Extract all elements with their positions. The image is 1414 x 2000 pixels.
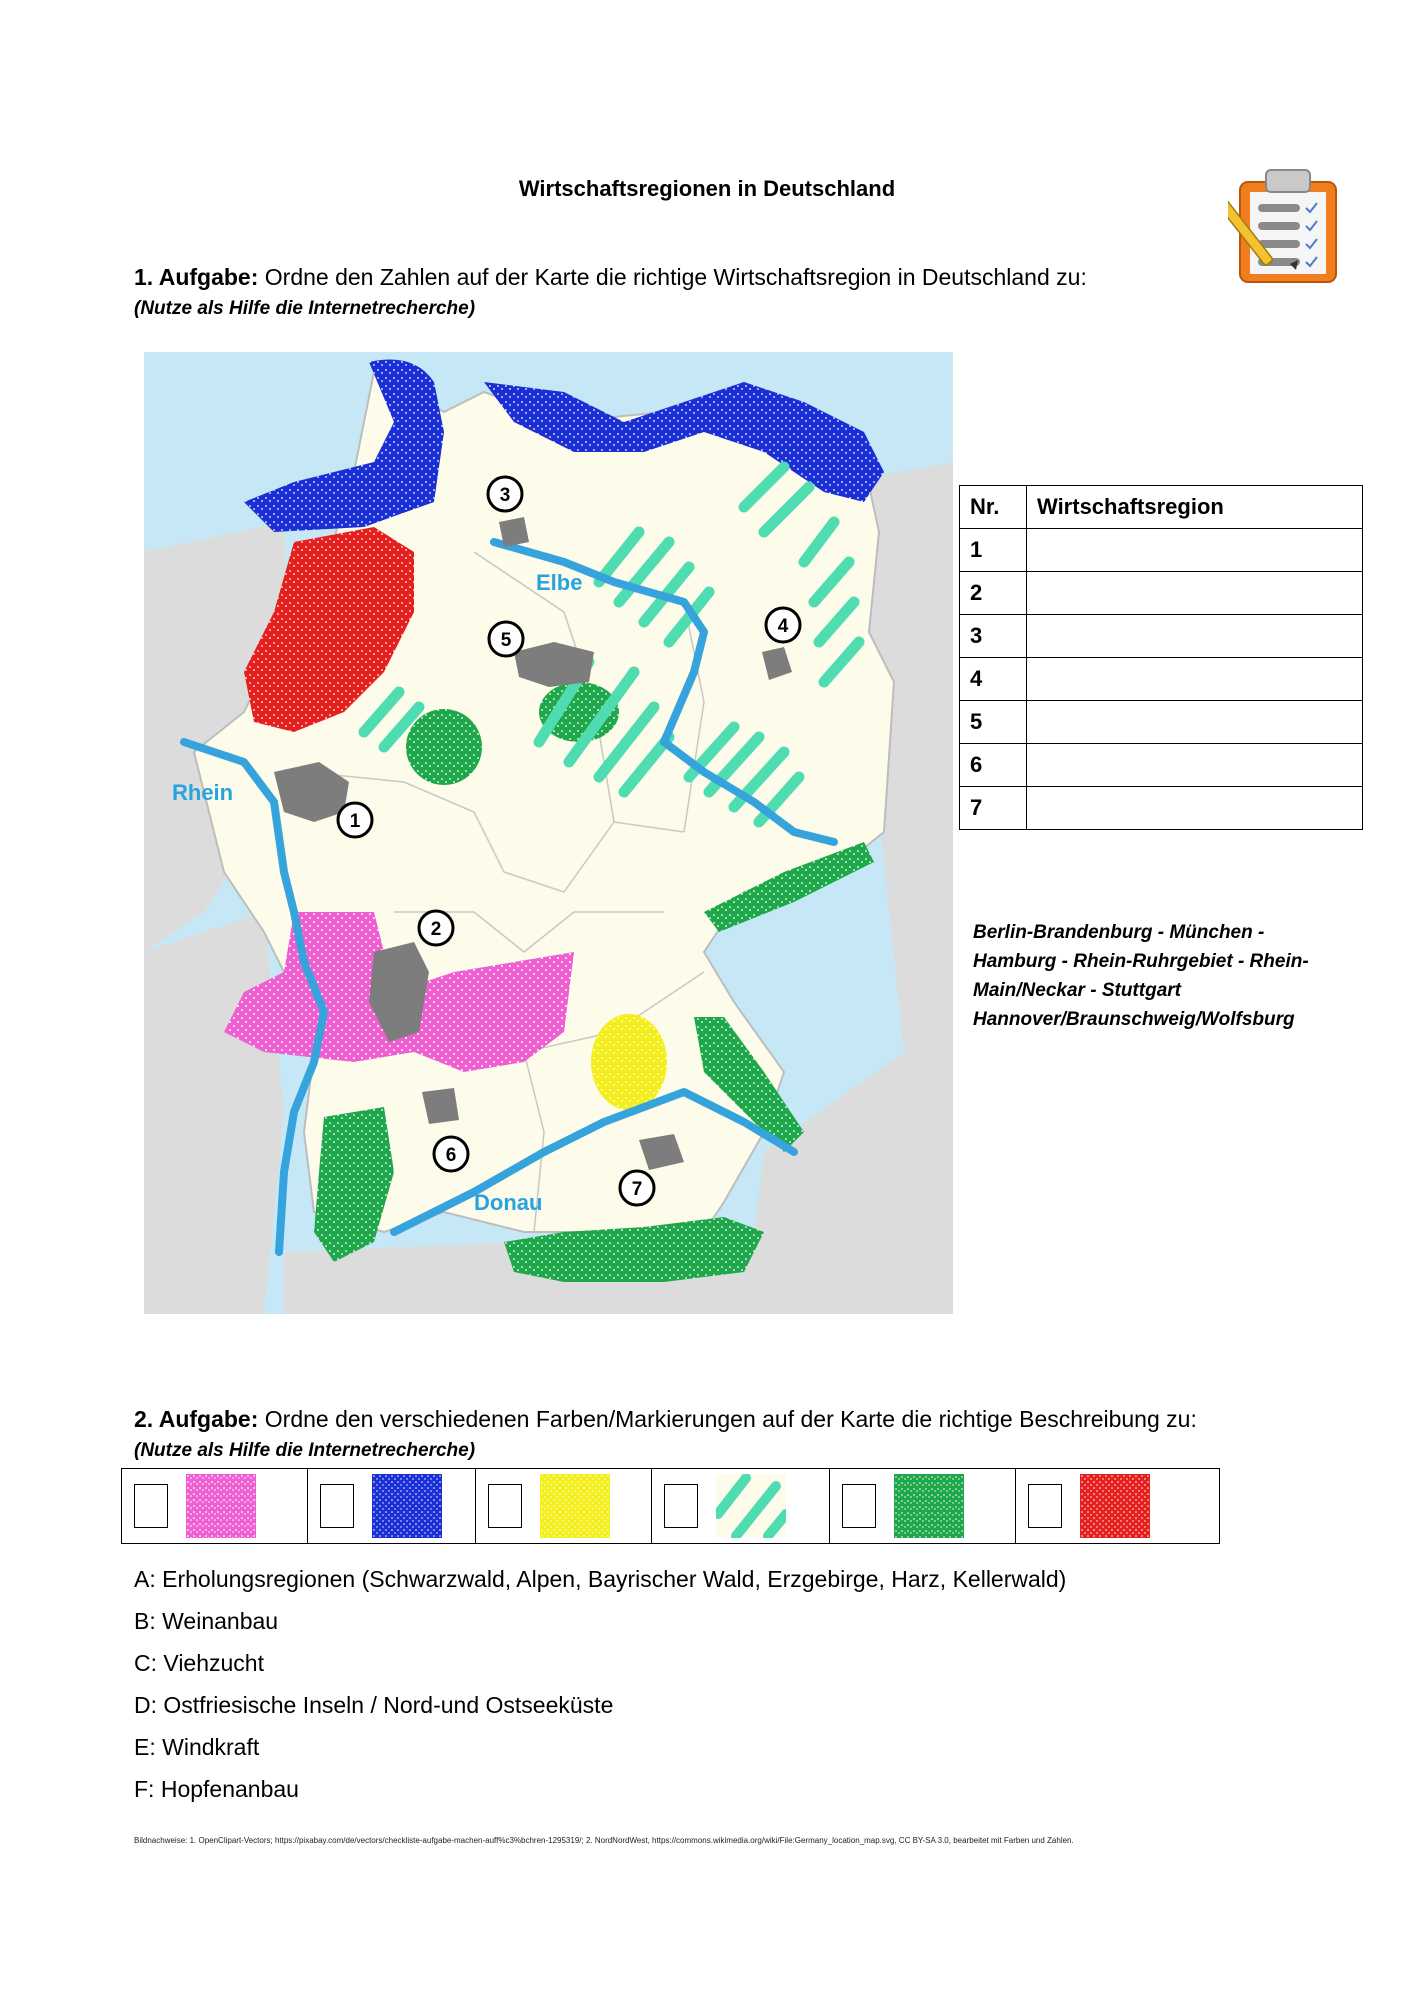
description-d: D: Ostfriesische Inseln / Nord-und Ostseeküste <box>134 1692 614 1718</box>
wordbank-line: Main/Neckar - Stuttgart <box>973 980 1181 1001</box>
blue-dots-swatch <box>372 1474 442 1538</box>
row-number: 5 <box>960 701 1027 744</box>
marker-2-label: 2 <box>430 919 442 940</box>
legend-cell-green <box>830 1469 1016 1543</box>
marker-1 <box>338 803 372 837</box>
label-rhein: Rhein <box>172 780 234 805</box>
yellow-region <box>591 1014 667 1110</box>
row-number: 7 <box>960 787 1027 830</box>
answer-box[interactable] <box>488 1484 522 1528</box>
clipboard-checklist-icon <box>1228 160 1348 288</box>
marker-4 <box>766 608 800 642</box>
answer-box[interactable] <box>842 1484 876 1528</box>
legend-cell-yellow <box>476 1469 652 1543</box>
label-elbe: Elbe <box>536 570 583 595</box>
marker-7-label: 7 <box>631 1179 643 1200</box>
table-row <box>960 529 1363 572</box>
marker-3 <box>488 477 522 511</box>
wordbank-line: Hannover/Braunschweig/Wolfsburg <box>973 1009 1295 1030</box>
germany-map <box>144 352 953 1314</box>
table-row <box>960 572 1363 615</box>
table-row <box>960 615 1363 658</box>
answer-box[interactable] <box>134 1484 168 1528</box>
answer-cell[interactable] <box>1027 529 1363 572</box>
answer-box[interactable] <box>1028 1484 1062 1528</box>
red-dots-swatch <box>1080 1474 1150 1538</box>
description-a: A: Erholungsregionen (Schwarzwald, Alpen, Bayrischer Wald, Erzgebirge, Harz, Kellerwald) <box>134 1566 1067 1592</box>
city-area-3 <box>499 517 529 547</box>
pink-dots-swatch <box>186 1474 256 1538</box>
table-row <box>960 658 1363 701</box>
wordbank-line: Berlin-Brandenburg - München - <box>973 922 1265 943</box>
region-word-bank <box>973 918 1373 1034</box>
row-number: 6 <box>960 744 1027 787</box>
turquoise-stripes-swatch <box>716 1474 786 1538</box>
label-donau: Donau <box>474 1190 543 1215</box>
marker-3-label: 3 <box>499 485 511 506</box>
header-wirtschaftsregion: Wirtschaftsregion <box>1027 486 1363 529</box>
description-e: E: Windkraft <box>134 1734 260 1760</box>
legend-cell-red <box>1016 1469 1219 1543</box>
description-c: C: Viehzucht <box>134 1650 264 1676</box>
table-row <box>960 744 1363 787</box>
legend-cell-turquoise <box>652 1469 830 1543</box>
row-number: 3 <box>960 615 1027 658</box>
description-b: B: Weinanbau <box>134 1608 279 1634</box>
legend-cell-blue <box>308 1469 476 1543</box>
marker-7 <box>620 1171 654 1205</box>
row-number: 2 <box>960 572 1027 615</box>
marker-1-label: 1 <box>349 811 361 832</box>
marker-5-label: 5 <box>500 630 512 651</box>
answer-box[interactable] <box>664 1484 698 1528</box>
table-header-row <box>960 486 1363 529</box>
task2-label: 2. Aufgabe: <box>134 1406 259 1432</box>
marker-5 <box>489 622 523 656</box>
green-dots-swatch <box>894 1474 964 1538</box>
task2-instruction <box>134 1406 1197 1433</box>
description-f: F: Hopfenanbau <box>134 1776 299 1802</box>
answer-cell[interactable] <box>1027 787 1363 830</box>
header-nr: Nr. <box>960 486 1027 529</box>
wordbank-line: Hamburg - Rhein-Ruhrgebiet - Rhein- <box>973 951 1309 972</box>
page-title: Wirtschaftsregionen in Deutschland <box>518 176 896 201</box>
table-row <box>960 787 1363 830</box>
task2-text: Ordne den verschiedenen Farben/Markierungen auf der Karte die richtige Beschreibung zu: <box>258 1406 1197 1432</box>
marker-6-label: 6 <box>445 1145 457 1166</box>
marker-6 <box>434 1137 468 1171</box>
row-number: 1 <box>960 529 1027 572</box>
green-region-kellerwald <box>406 709 482 785</box>
image-credits: Bildnachweise: 1. OpenClipart-Vectors; https://pixabay.com/de/vectors/checkliste-aufgabe-machen-auff%c3%bchren-1295319/; 2. NordNordWest, https://commons.wikimedia.org/wiki/File:Germany_location_map.svg, CC BY-SA 3.0, bearbeitet mit Farben und Zahlen. <box>134 1836 1074 1845</box>
legend-cell-pink <box>122 1469 308 1543</box>
task2-hint: (Nutze als Hilfe die Internetrecherche) <box>134 1440 476 1461</box>
marker-2 <box>419 911 453 945</box>
answer-box[interactable] <box>320 1484 354 1528</box>
marker-4-label: 4 <box>777 616 789 637</box>
answer-cell[interactable] <box>1027 744 1363 787</box>
region-table <box>959 485 1363 830</box>
task1-text: Ordne den Zahlen auf der Karte die richtige Wirtschaftsregion in Deutschland zu: <box>258 264 1087 290</box>
task1-label: 1. Aufgabe: <box>134 264 259 290</box>
answer-cell[interactable] <box>1027 658 1363 701</box>
answer-cell[interactable] <box>1027 701 1363 744</box>
answer-cell[interactable] <box>1027 572 1363 615</box>
table-row <box>960 701 1363 744</box>
legend-swatch-row <box>121 1468 1220 1544</box>
task1-instruction <box>134 264 1087 291</box>
task1-hint: (Nutze als Hilfe die Internetrecherche) <box>134 298 476 319</box>
yellow-dots-swatch <box>540 1474 610 1538</box>
row-number: 4 <box>960 658 1027 701</box>
neighbor-southwest <box>144 912 284 1314</box>
answer-cell[interactable] <box>1027 615 1363 658</box>
